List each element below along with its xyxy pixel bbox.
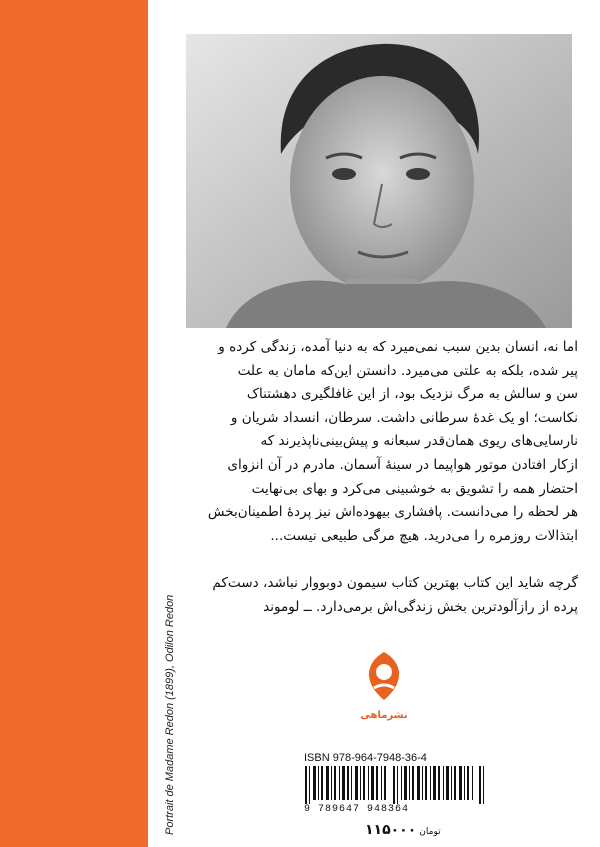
excerpt-text	[186, 336, 578, 548]
price-unit: تومان	[419, 827, 441, 837]
portrait-photo	[186, 34, 572, 328]
publisher-name: نشرماهی	[360, 710, 408, 721]
quote-line: گرچه شاید این کتاب بهترین کتاب سیمون دوبووار نباشد، دست‌کم	[212, 575, 578, 591]
review-quote	[186, 572, 578, 619]
excerpt-line: ابتذالات روزمره را می‌درید. هیچ مرگی طبیعی نیست...	[270, 527, 578, 544]
orange-spine	[0, 0, 148, 847]
portrait-icon	[186, 34, 572, 328]
excerpt-line: ازکار افتادن موتور هواپیما در سینهٔ آسمان. مادرم در آن انزوای	[227, 456, 578, 473]
barcode-icon	[303, 766, 489, 804]
quote-line: پرده از رازآلودترین بخش زندگی‌اش برمی‌دارد. ــ لوموند	[263, 598, 578, 615]
price-label	[365, 822, 441, 838]
barcode-digits: 9 789647 948364	[304, 804, 410, 815]
publisher-logo	[344, 648, 424, 728]
price-amount: ۱۱۵۰۰۰	[365, 822, 417, 838]
excerpt-line: اما نه، انسان بدین سبب نمی‌میرد که به دنیا آمده، زندگی کرده و	[218, 339, 578, 355]
excerpt-line: نارسایی‌های ریوی همان‌قدر سبعانه و پیش‌بینی‌ناپذیرند که	[260, 433, 578, 450]
excerpt-line: احتضار همه را تشویق به خوشبینی می‌کرد و بهای بی‌نهایت	[251, 480, 578, 497]
isbn-text: ISBN 978-964-7948-36-4	[304, 752, 427, 764]
fish-icon	[344, 648, 424, 710]
excerpt-line: سن و سالش به مرگ نزدیک بود، از این غافلگیری دهشتناک	[246, 386, 578, 403]
excerpt-line: پیر شده، بلکه به علتی می‌میرد. دانستن این‌که مامان به علت	[237, 362, 578, 379]
excerpt-line: نکاست؛ او یک غدهٔ سرطانی داشت. سرطان، انسداد شریان و	[230, 409, 578, 426]
excerpt-line: هر لحظه را می‌دانست. پافشاری بیهوده‌اش نیز پردهٔ اطمینان‌بخش	[207, 504, 578, 521]
image-credit: Portrait de Madame Redon (1899), Odilon Redon	[164, 594, 176, 835]
